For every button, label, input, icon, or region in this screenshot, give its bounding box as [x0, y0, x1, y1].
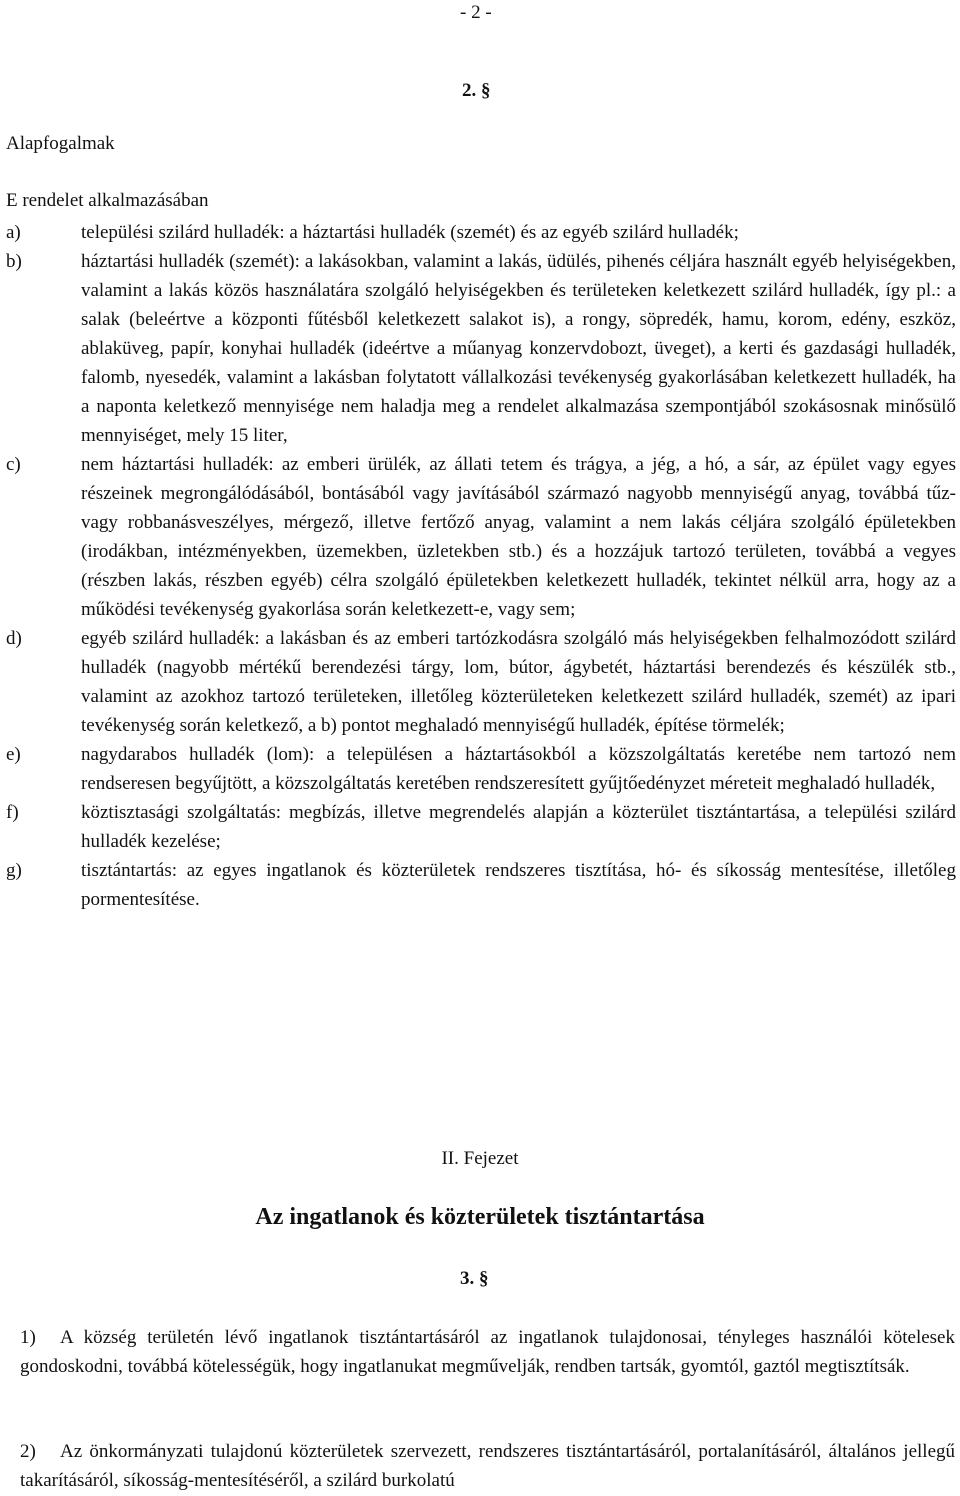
definition-item: [6, 798, 956, 856]
item-marker: e): [6, 744, 21, 765]
item-marker: g): [6, 860, 22, 881]
definition-item: [6, 218, 956, 247]
item-text: tisztántartás: az egyes ingatlanok és közterületek rendszeres tisztítása, hó- és síkosság mentesítése, illetőleg pormentesítése.: [81, 860, 956, 910]
page-number: - 2 -: [460, 2, 492, 23]
item-marker: c): [6, 454, 21, 475]
definition-item: [6, 624, 956, 740]
item-marker: d): [6, 628, 22, 649]
item-marker: a): [6, 222, 21, 243]
paragraph-text: A község területén lévő ingatlanok tisztántartásáról az ingatlanok tulajdonosai, tényleges használói kötelesek gondoskodni, továbbá kötelességük, hogy ingatlanukat megművelják, rendben tartsák, gyomtól, gaztól megtisztítsák.: [20, 1327, 955, 1377]
item-marker: b): [6, 251, 22, 272]
definition-item: [6, 247, 956, 450]
item-text: nagydarabos hulladék (lom): a településen a háztartásokból a közszolgáltatás keretébe nem tartozó nem rendseresen begyűjtött, a közszolgáltatás keretében rendszeresített gyűjtőedényzet méreteit meghaladó hulladék,: [81, 744, 956, 794]
definitions-heading: Alapfogalmak: [6, 133, 115, 154]
section-2-heading: 2. §: [462, 80, 491, 101]
paragraph-marker: 1): [20, 1327, 36, 1348]
chapter-title: Az ingatlanok és közterületek tisztántartása: [255, 1204, 705, 1230]
item-marker: f): [6, 802, 19, 823]
definition-item: [6, 740, 956, 798]
definitions-intro: E rendelet alkalmazásában: [6, 190, 209, 211]
item-text: köztisztasági szolgáltatás: megbízás, illetve megrendelés alapján a közterület tisztántartása, a települési szilárd hulladék kezelése;: [81, 802, 956, 852]
paragraph-marker: 2): [20, 1441, 36, 1462]
item-text: nem háztartási hulladék: az emberi ürülék, az állati tetem és trágya, a jég, a hó, a sár, az épület vagy egyes részeinek megrongálódásából, bontásából vagy javításából származó nagyobb mennyiségű anyag, továbbá tűz- vagy robbanásveszélyes, mérgező, illetve fertőző anyag, valamint a nem lakás céljára szolgáló épületekben (irodákban, intézményekben, üzemekben, üzletekben stb.) és a hozzájuk tartozó területen, továbbá a vegyes (részben lakás, részben egyéb) célra szolgáló épületekben keletkezett hulladék, tekintet nélkül arra, hogy az a működési tevékenység gyakorlása során keletkezett-e, vagy sem;: [81, 454, 956, 620]
section-3-heading: 3. §: [460, 1268, 489, 1289]
item-text: egyéb szilárd hulladék: a lakásban és az emberi tartózkodásra szolgáló más helyiségekben felhalmozódott szilárd hulladék (nagyobb mértékű berendezési tárgy, lom, bútor, ágybetét, háztartási berendezés és készülék stb., valamint az azokhoz tartozó területeken, illetőleg közterületeken keletkezett szilárd hulladék, szemét) az ipari tevékenység során keletkező, a b) pontot meghaladó mennyiségű hulladék, építése törmelék;: [81, 628, 956, 736]
paragraph-text: Az önkormányzati tulajdonú közterületek szervezett, rendszeres tisztántartásáról, portalanításáról, általános jellegű takarításáról, síkosság-mentesítéséről, a szilárd burkolatú: [20, 1441, 955, 1491]
item-text: háztartási hulladék (szemét): a lakásokban, valamint a lakás, üdülés, pihenés céljára használt egyéb helyiségekben, valamint a lakás közös használatára szolgáló helyiségekben és területeken keletkezett szilárd hulladék, így pl.: a salak (beleértve a központi fűtésből keletkezett salakot is), a rongy, söpredék, hamu, korom, edény, eszköz, ablaküveg, papír, konyhai hulladék (ideértve a műanyag konzervdobozt, üveget), a kerti és gazdasági hulladék, falomb, nyesedék, valamint a lakásban folytatott vállalkozási tevékenység gyakorlásában keletkezett hulladék, ha a naponta keletkező mennyisége nem haladja meg a rendelet alkalmazása szempontjából szokásosnak minősülő mennyiséget, mely 15 liter,: [81, 251, 956, 446]
chapter-label: II. Fejezet: [441, 1148, 519, 1169]
paragraph-2: [20, 1437, 955, 1495]
definition-item: [6, 856, 956, 914]
definitions-list: [6, 218, 956, 914]
paragraph-1: [20, 1323, 955, 1381]
definition-item: [6, 450, 956, 624]
item-text: települési szilárd hulladék: a háztartási hulladék (szemét) és az egyéb szilárd hulladék;: [81, 222, 739, 243]
